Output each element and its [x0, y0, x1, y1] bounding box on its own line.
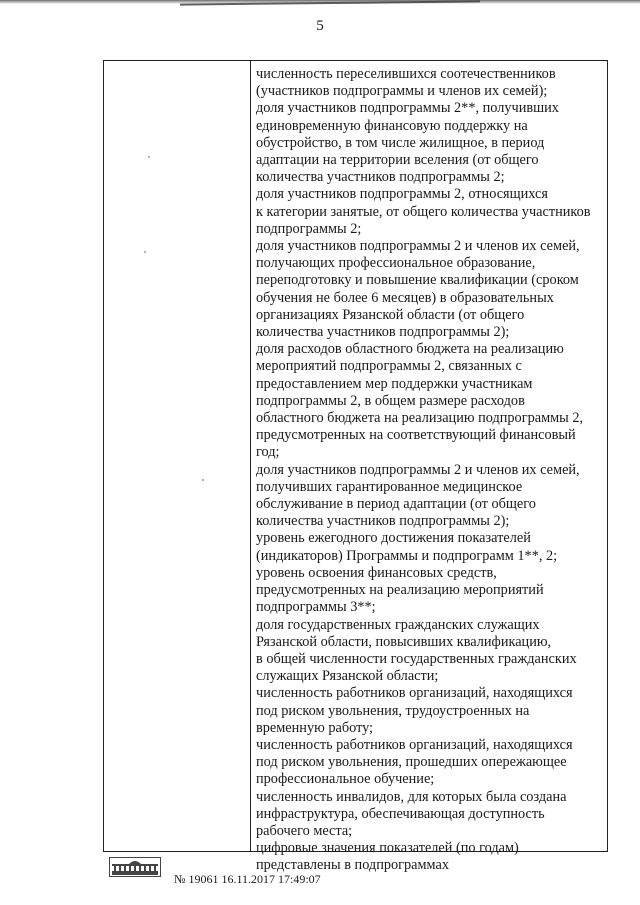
- content-line: доля участников подпрограммы 2 и членов их семей,: [256, 238, 580, 255]
- content-line: предусмотренных на реализацию мероприятий: [256, 582, 544, 599]
- content-line: получающих профессиональное образование,: [256, 255, 536, 272]
- content-line: областного бюджета на реализацию подпрограммы 2,: [256, 410, 584, 427]
- content-line: предоставлением мер поддержки участникам: [256, 375, 533, 392]
- content-line: численность инвалидов, для которых была создана: [256, 788, 567, 805]
- table-column-divider: [250, 61, 251, 851]
- content-line: численность работников организаций, находящихся: [256, 685, 573, 702]
- content-line: подпрограммы 2;: [256, 220, 362, 237]
- content-line: обучения не более 6 месяцев) в образовательных: [256, 289, 554, 306]
- content-line: подпрограммы 2, в общем размере расходов: [256, 392, 525, 409]
- content-line: (индикаторов) Программы и подпрограмм 1**, 2;: [256, 547, 558, 564]
- content-line: количества участников подпрограммы 2);: [256, 513, 510, 530]
- content-line: служащих Рязанской области;: [256, 668, 439, 685]
- content-line: уровень ежегодного достижения показателей: [256, 530, 531, 547]
- content-line: доля государственных гражданских служащих: [256, 616, 540, 633]
- content-line: под риском увольнения, прошедших опережающее: [256, 754, 567, 771]
- content-line: численность работников организаций, находящихся: [256, 736, 573, 753]
- table-content-cell: [256, 66, 603, 875]
- content-line: единовременную финансовую поддержку на: [256, 117, 528, 134]
- content-line: доля участников подпрограммы 2 и членов их семей,: [256, 461, 580, 478]
- content-line: доля участников подпрограммы 2**, получивших: [256, 100, 559, 117]
- content-line: организациях Рязанской области (от общего: [256, 306, 525, 323]
- content-line: в общей численности государственных гражданских: [256, 650, 577, 667]
- content-line: к категории занятые, от общего количества участников: [256, 203, 591, 220]
- page-number: 5: [316, 18, 324, 34]
- content-line: уровень освоения финансовых средств,: [256, 564, 497, 581]
- content-line: обслуживание в период адаптации (от общего: [256, 496, 536, 513]
- content-line: профессиональное обучение;: [256, 771, 435, 788]
- content-line: инфраструктура, обеспечивающая доступность: [256, 805, 545, 822]
- content-line: подпрограммы 3**;: [256, 599, 376, 616]
- content-line: предусмотренных на соответствующий финансовый: [256, 427, 576, 444]
- content-line: численность переселившихся соотечественников: [256, 66, 556, 82]
- content-line: количества участников подпрограммы 2;: [256, 169, 505, 186]
- content-line: адаптации на территории вселения (от общего: [256, 152, 539, 169]
- content-line: доля расходов областного бюджета на реализацию: [256, 341, 564, 358]
- content-line: цифровые значения показателей (по годам): [256, 840, 519, 857]
- content-line: количества участников подпрограммы 2);: [256, 324, 510, 341]
- scan-speck: [202, 479, 204, 481]
- content-line: доля участников подпрограммы 2, относящихся: [256, 186, 548, 203]
- content-line: переподготовку и повышение квалификации (сроком: [256, 272, 579, 289]
- content-line: получивших гарантированное медицинское: [256, 478, 523, 495]
- content-line: представлены в подпрограммах: [256, 857, 450, 874]
- content-line: временную работу;: [256, 719, 374, 736]
- content-line: год;: [256, 444, 280, 461]
- scan-speck: [144, 251, 146, 253]
- content-line: под риском увольнения, трудоустроенных на: [256, 702, 530, 719]
- document-table: [103, 60, 608, 874]
- registration-footer: № 19061 16.11.2017 17:49:07: [174, 872, 321, 886]
- building-stamp-icon: [109, 857, 161, 877]
- content-line: обустройство, в том числе жилищное, в период: [256, 134, 545, 151]
- content-line: рабочего места;: [256, 822, 353, 839]
- content-line: мероприятий подпрограммы 2, связанных с: [256, 358, 522, 375]
- scan-speck: [148, 156, 150, 158]
- content-line: (участников подпрограммы и членов их семей);: [256, 83, 548, 100]
- content-line: Рязанской области, повысивших квалификацию,: [256, 633, 552, 650]
